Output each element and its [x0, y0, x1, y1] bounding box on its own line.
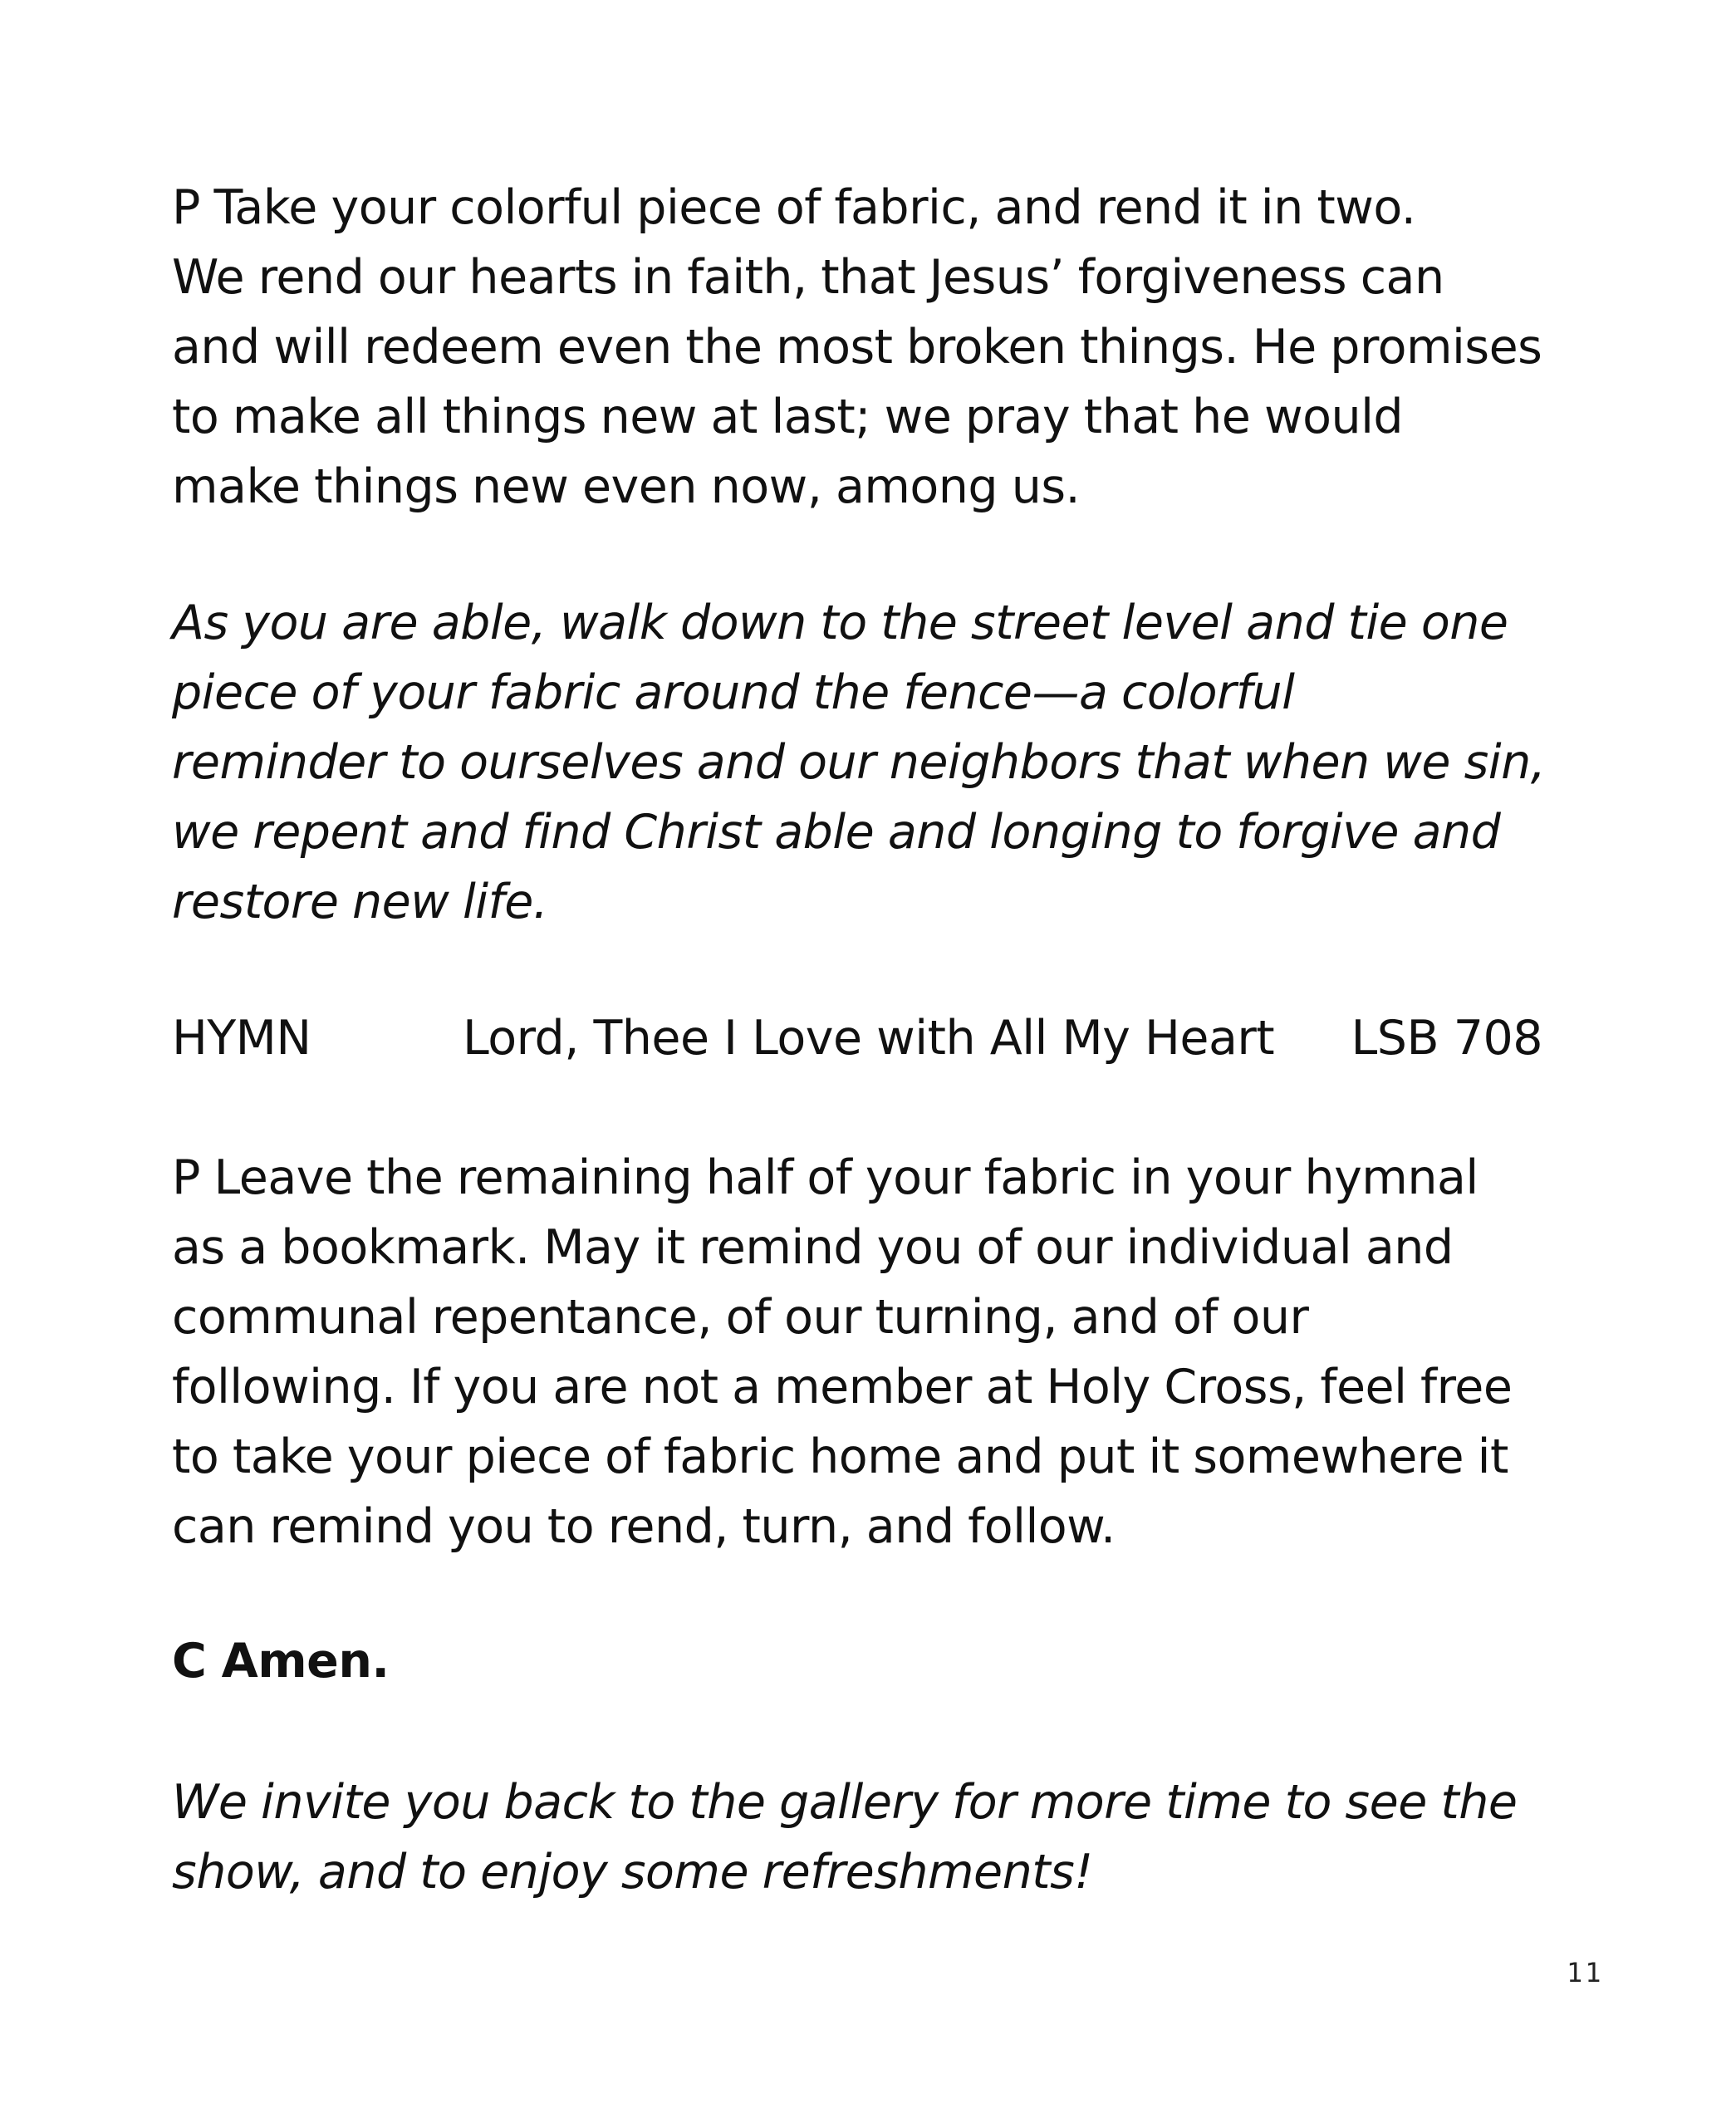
- text-line: and will redeem even the most broken things. He promises: [172, 320, 1542, 375]
- pastor-instruction-bookmark: [172, 1143, 1567, 1562]
- text-line: make things new even now, among us.: [172, 459, 1081, 514]
- text-line: piece of your fabric around the fence—a colorful: [172, 665, 1295, 720]
- text-line: can remind you to rend, turn, and follow.: [172, 1499, 1116, 1554]
- pastor-instruction-rend: [172, 173, 1567, 522]
- text-line: As you are able, walk down to the street level and tie one: [172, 596, 1508, 650]
- text-line: P Take your colorful piece of fabric, and rend it in two.: [172, 180, 1416, 235]
- hymn-label: HYMN: [172, 1011, 311, 1066]
- text-line: to make all things new at last; we pray that he would: [172, 390, 1404, 444]
- congregation-response: [172, 1626, 1567, 1696]
- text-line: as a bookmark. May it remind you of our individual and: [172, 1220, 1454, 1275]
- text-line: communal repentance, of our turning, and of our: [172, 1290, 1309, 1345]
- hymn-number: LSB 708: [1351, 1011, 1542, 1066]
- text-line: We invite you back to the gallery for more time to see the: [172, 1775, 1518, 1830]
- text-line: to take your piece of fabric home and put it somewhere it: [172, 1429, 1508, 1484]
- text-line: reminder to ourselves and our neighbors that when we sin,: [172, 735, 1546, 790]
- text-line: P Leave the remaining half of your fabric in your hymnal: [172, 1150, 1479, 1205]
- hymn-title: Lord, Thee I Love with All My Heart: [463, 1011, 1275, 1066]
- hymn-line: [172, 1003, 1542, 1073]
- text-line: show, and to enjoy some refreshments!: [172, 1845, 1093, 1900]
- text-line: We rend our hearts in faith, that Jesus’ forgiveness can: [172, 250, 1444, 305]
- rubric-invitation: [172, 1767, 1567, 1907]
- page-number: 11: [1567, 1957, 1604, 1988]
- text-line: following. If you are not a member at Holy Cross, feel free: [172, 1360, 1513, 1414]
- response-text: C Amen.: [172, 1634, 390, 1689]
- text-line: restore new life.: [172, 875, 548, 929]
- text-line: we repent and find Christ able and longing to forgive and: [172, 805, 1501, 860]
- rubric-tie-fabric: [172, 588, 1567, 937]
